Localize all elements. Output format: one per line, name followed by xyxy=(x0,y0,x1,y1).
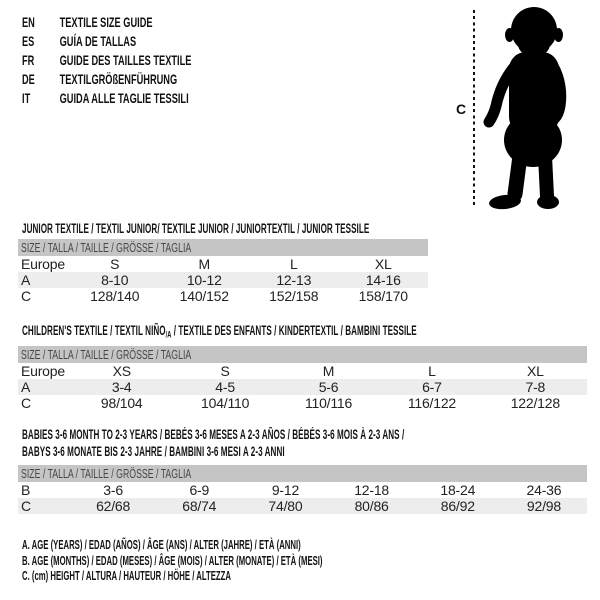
table-row-height xyxy=(18,498,587,514)
language-row-fr xyxy=(22,51,191,70)
footnote-c: C. (cm) HEIGHT / ALTURA / HAUTEUR / HÖHE / ALTEZZA xyxy=(22,569,231,583)
age-cell: 9-12 xyxy=(271,482,300,498)
size-cell: L xyxy=(428,363,436,379)
size-cell: XL xyxy=(526,363,544,379)
children-title-pre: CHILDREN'S TEXTILE / TEXTIL NIÑO xyxy=(22,323,166,338)
height-cell: 74/80 xyxy=(268,498,303,514)
size-header-bar xyxy=(18,239,428,256)
height-cell: 158/170 xyxy=(358,288,408,304)
row-label: Europe xyxy=(21,256,65,272)
table-row-europe xyxy=(18,256,428,272)
height-measure-dotted-line xyxy=(473,10,475,208)
row-label: Europe xyxy=(21,363,65,379)
size-header-label: SIZE / TALLA / TAILLE / GRÖSSE / TAGLIA xyxy=(21,466,192,481)
table-row-height xyxy=(18,395,587,411)
language-code: EN xyxy=(22,14,35,31)
size-cell: XS xyxy=(112,363,131,379)
guide-title-es: GUÍA DE TALLAS xyxy=(59,33,137,50)
row-label: C xyxy=(21,395,31,411)
table-row-europe xyxy=(18,363,587,379)
table-row-height xyxy=(18,288,428,304)
children-title-post: / TEXTILE DES ENFANTS / KINDERTEXTIL / BAMBINI TESSILE xyxy=(171,323,417,338)
footnote-a: A. AGE (YEARS) / EDAD (AÑOS) / ÂGE (ANS) / ALTER (JAHRE) / ETÀ (ANNI) xyxy=(22,538,301,552)
language-title-list xyxy=(22,13,279,107)
babies-section-title xyxy=(22,426,404,461)
age-cell: 7-8 xyxy=(525,379,546,395)
height-cell: 98/104 xyxy=(100,395,143,411)
language-code: DE xyxy=(22,70,35,87)
age-cell: 3-4 xyxy=(111,379,132,395)
size-cell: XL xyxy=(374,256,392,272)
row-label: C xyxy=(21,288,31,304)
language-row-de xyxy=(22,69,191,88)
height-cell: 80/86 xyxy=(354,498,389,514)
size-header-label: SIZE / TALLA / TAILLE / GRÖSSE / TAGLIA xyxy=(21,347,192,362)
age-cell: 8-10 xyxy=(101,272,129,288)
table-row-age xyxy=(18,272,428,288)
children-title-subscript: /A xyxy=(165,329,172,341)
babies-size-table xyxy=(18,465,587,514)
size-cell: S xyxy=(220,363,230,379)
table-row-age-months xyxy=(18,482,587,498)
size-header-bar xyxy=(18,346,587,363)
guide-title-de: TEXTILGRÖßENFÜHRUNG xyxy=(59,70,178,87)
junior-section-title: JUNIOR TEXTILE / TEXTIL JUNIOR/ TEXTILE JUNIOR / JUNIORTEXTIL / JUNIOR TESSILE xyxy=(22,221,370,236)
height-cell: 104/110 xyxy=(201,395,250,411)
guide-title-fr: GUIDE DES TAILLES TEXTILE xyxy=(59,51,192,68)
footnote-b: B. AGE (MONTHS) / EDAD (MESES) / ÂGE (MOIS) / ALTER (MONATE) / ETÀ (MESI) xyxy=(22,553,323,568)
guide-title-it: GUIDA ALLE TAGLIE TESSILI xyxy=(59,89,189,106)
language-row-en xyxy=(22,13,191,32)
age-cell: 12-13 xyxy=(276,272,312,288)
babies-title-line1: BABIES 3-6 MONTH TO 2-3 YEARS / BEBÉS 3-6 MESES A 2-3 AÑOS / BÉBÉS 3-6 MOIS À 2-3 ANS / xyxy=(22,427,405,442)
age-cell: 18-24 xyxy=(440,482,476,498)
guide-title-en: TEXTILE SIZE GUIDE xyxy=(59,14,153,31)
legend-footnotes xyxy=(22,538,507,585)
language-row-es xyxy=(22,32,191,51)
height-marker-label: C xyxy=(456,101,467,117)
height-cell: 122/128 xyxy=(510,395,560,411)
size-cell: S xyxy=(110,256,120,272)
children-size-table xyxy=(18,346,587,411)
table-row-age xyxy=(18,379,587,395)
age-cell: 4-5 xyxy=(215,379,235,395)
age-cell: 12-18 xyxy=(354,482,389,498)
height-cell: 116/122 xyxy=(407,395,456,411)
row-label: C xyxy=(21,498,31,514)
age-cell: 10-12 xyxy=(186,272,222,288)
height-cell: 86/92 xyxy=(440,498,475,514)
language-code: FR xyxy=(22,51,35,68)
age-cell: 14-16 xyxy=(365,272,401,288)
row-label: A xyxy=(21,272,31,288)
age-cell: 6-9 xyxy=(189,482,210,498)
children-section-title xyxy=(22,323,417,341)
height-cell: 68/74 xyxy=(182,498,217,514)
age-cell: 5-6 xyxy=(318,379,339,395)
height-cell: 62/68 xyxy=(96,498,131,514)
size-cell: L xyxy=(289,256,298,272)
height-cell: 152/158 xyxy=(269,288,319,304)
size-cell: M xyxy=(198,256,210,272)
height-cell: 140/152 xyxy=(179,288,229,304)
age-cell: 24-36 xyxy=(526,482,562,498)
language-code: ES xyxy=(22,33,35,50)
size-header-label: SIZE / TALLA / TAILLE / GRÖSSE / TAGLIA xyxy=(21,240,192,255)
junior-size-table xyxy=(18,239,428,304)
row-label: B xyxy=(21,482,31,498)
age-cell: 6-7 xyxy=(422,379,442,395)
size-header-bar xyxy=(18,465,587,482)
height-cell: 92/98 xyxy=(526,498,561,514)
toddler-silhouette-icon xyxy=(482,6,572,210)
size-cell: M xyxy=(322,363,335,379)
row-label: A xyxy=(21,379,31,395)
height-cell: 128/140 xyxy=(90,288,140,304)
babies-title-line2: BABYS 3-6 MONATE BIS 2-3 JAHRE / BAMBINI 3-6 MESI A 2-3 ANNI xyxy=(22,444,285,460)
age-cell: 3-6 xyxy=(103,482,123,498)
language-row-it xyxy=(22,88,191,107)
height-cell: 110/116 xyxy=(304,395,353,411)
language-code: IT xyxy=(22,89,31,106)
